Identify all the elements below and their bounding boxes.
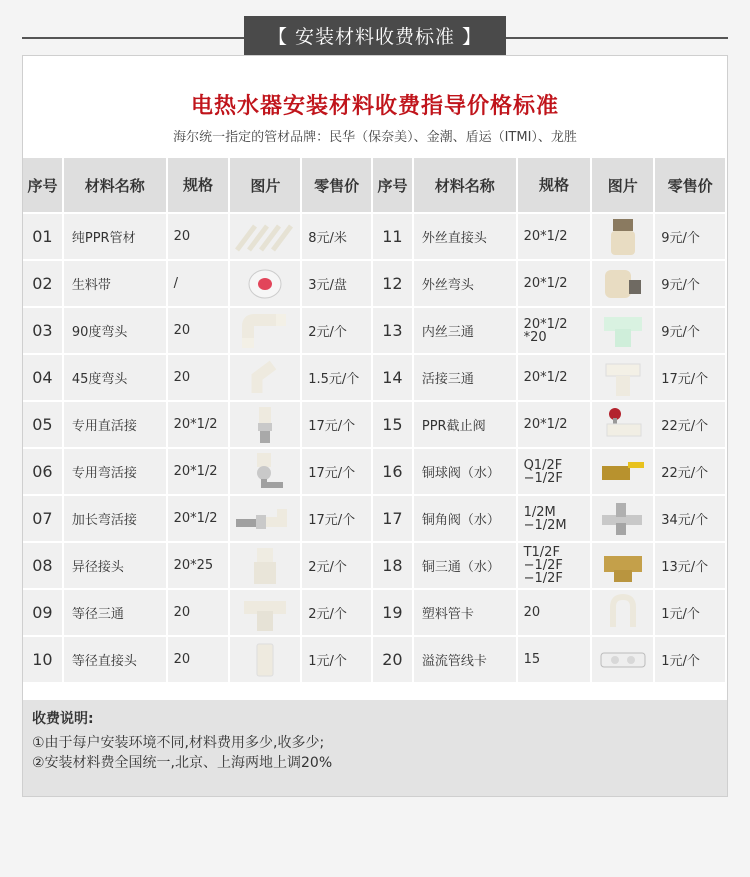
- item-spec: [518, 402, 593, 449]
- item-spec: [168, 214, 231, 261]
- item-price: 34元/个: [655, 496, 727, 543]
- item-price: 17元/个: [302, 449, 373, 496]
- notes-line: ①由于每户安装环境不同,材料费用多少,收多少;: [32, 735, 325, 751]
- spec-text: 20*1/2: [173, 464, 218, 479]
- spec-text: 20*1/2: [523, 276, 568, 291]
- item-spec: [518, 637, 593, 684]
- item-price: 17元/个: [302, 496, 373, 543]
- picture-cell: [592, 590, 655, 637]
- item-price: 1元/个: [302, 637, 373, 684]
- spec-text: 20*25: [173, 558, 214, 573]
- item-spec: [518, 214, 593, 261]
- item-name: 等径直接头: [64, 637, 168, 684]
- item-price: 17元/个: [302, 402, 373, 449]
- male-elbow-icon: [601, 264, 645, 304]
- header-name: 材料名称: [414, 158, 518, 214]
- item-price: 17元/个: [655, 355, 727, 402]
- header-pic: 图片: [592, 158, 655, 214]
- item-number: 07: [23, 496, 64, 543]
- item-number: 02: [23, 261, 64, 308]
- item-spec: [168, 402, 231, 449]
- item-price: 1元/个: [655, 590, 727, 637]
- angle-valve-icon: [598, 499, 648, 539]
- spec-text: 20*1/2: [523, 417, 568, 432]
- item-number: 04: [23, 355, 64, 402]
- stop-valve-icon: [601, 404, 645, 446]
- item-number: 11: [373, 214, 414, 261]
- picture-cell: [230, 449, 302, 496]
- price-table: [23, 158, 727, 684]
- item-number: 17: [373, 496, 414, 543]
- spec-text: 20: [173, 605, 191, 620]
- coupling-icon: [250, 641, 280, 679]
- table-header: [23, 158, 727, 214]
- picture-cell: [230, 355, 302, 402]
- picture-cell: [592, 261, 655, 308]
- item-number: 14: [373, 355, 414, 402]
- item-price: 22元/个: [655, 402, 727, 449]
- male-adapter-icon: [605, 217, 641, 257]
- spec-text: 20: [173, 370, 191, 385]
- item-spec: [518, 590, 593, 637]
- elbow-45-icon: [245, 359, 285, 397]
- item-name: 铜球阀（水）: [414, 449, 518, 496]
- ball-valve-icon: [598, 452, 648, 492]
- item-number: 09: [23, 590, 64, 637]
- elbow-90-icon: [240, 312, 290, 350]
- item-number: 03: [23, 308, 64, 355]
- spec-text: 20*1/2: [523, 229, 568, 244]
- reducer-icon: [248, 546, 282, 586]
- banner-rule-left: [22, 37, 244, 39]
- spec-text: 1/2M −1/2M: [523, 504, 567, 533]
- item-price: 1.5元/个: [302, 355, 373, 402]
- notes-heading: 收费说明:: [32, 711, 94, 727]
- spec-text: 20*1/2: [173, 511, 218, 526]
- spec-text: 20: [173, 652, 191, 667]
- item-name: 加长弯活接: [64, 496, 168, 543]
- item-number: 12: [373, 261, 414, 308]
- header-no: 序号: [23, 158, 64, 214]
- item-name: 外丝直接头: [414, 214, 518, 261]
- item-name: 45度弯头: [64, 355, 168, 402]
- item-number: 06: [23, 449, 64, 496]
- picture-cell: [592, 308, 655, 355]
- item-name: 异径接头: [64, 543, 168, 590]
- header-no: 序号: [373, 158, 414, 214]
- item-price: 2元/个: [302, 543, 373, 590]
- picture-cell: [230, 308, 302, 355]
- table-row: [23, 637, 727, 684]
- item-price: 9元/个: [655, 261, 727, 308]
- item-price: 2元/个: [302, 590, 373, 637]
- table-row: [23, 543, 727, 590]
- table-row: [23, 261, 727, 308]
- picture-cell: [230, 402, 302, 449]
- notes-line: ②安装材料费全国统一,北京、上海两地上调20%: [32, 755, 333, 771]
- item-price: 22元/个: [655, 449, 727, 496]
- item-name: 铜三通（水）: [414, 543, 518, 590]
- equal-tee-icon: [240, 593, 290, 633]
- item-price: 13元/个: [655, 543, 727, 590]
- spec-text: 15: [523, 652, 541, 667]
- spec-text: 20: [173, 229, 191, 244]
- picture-cell: [592, 449, 655, 496]
- picture-cell: [230, 543, 302, 590]
- item-spec: [168, 355, 231, 402]
- spec-text: 20*1/2: [173, 417, 218, 432]
- header-price: 零售价: [302, 158, 373, 214]
- item-number: 15: [373, 402, 414, 449]
- item-spec: [168, 637, 231, 684]
- item-name: 塑料管卡: [414, 590, 518, 637]
- spec-text: Q1/2F −1/2F: [523, 457, 563, 486]
- long-elbow-union-icon: [234, 501, 296, 537]
- picture-cell: [230, 214, 302, 261]
- spec-text: T1/2F −1/2F −1/2F: [523, 545, 563, 586]
- item-price: 2元/个: [302, 308, 373, 355]
- picture-cell: [230, 261, 302, 308]
- table-row: [23, 590, 727, 637]
- page-title: 电热水器安装材料收费指导价格标准: [190, 94, 559, 119]
- item-name: 专用弯活接: [64, 449, 168, 496]
- price-card: [22, 55, 728, 797]
- item-number: 18: [373, 543, 414, 590]
- table-row: [23, 355, 727, 402]
- item-number: 05: [23, 402, 64, 449]
- fee-notes: [23, 700, 727, 796]
- item-spec: [518, 308, 593, 355]
- item-number: 08: [23, 543, 64, 590]
- header-name: 材料名称: [64, 158, 168, 214]
- picture-cell: [230, 496, 302, 543]
- elbow-union-icon: [243, 451, 287, 493]
- item-number: 16: [373, 449, 414, 496]
- item-spec: [168, 543, 231, 590]
- item-name: 等径三通: [64, 590, 168, 637]
- item-price: 1元/个: [655, 637, 727, 684]
- table-row: [23, 308, 727, 355]
- item-name: 外丝弯头: [414, 261, 518, 308]
- item-price: 9元/个: [655, 214, 727, 261]
- banner-rule-right: [506, 37, 728, 39]
- spec-text: /: [173, 276, 178, 291]
- overflow-clip-icon: [597, 645, 649, 675]
- picture-cell: [592, 637, 655, 684]
- header-pic: 图片: [230, 158, 302, 214]
- item-name: 纯PPR管材: [64, 214, 168, 261]
- item-spec: [168, 261, 231, 308]
- ppr-pipe-icon: [233, 220, 297, 254]
- female-tee-icon: [600, 311, 646, 351]
- table-row: [23, 214, 727, 261]
- spec-text: 20*1/2 *20: [523, 316, 568, 345]
- item-name: 铜角阀（水）: [414, 496, 518, 543]
- header-price: 零售价: [655, 158, 727, 214]
- header-spec: 规格: [168, 158, 231, 214]
- item-name: 活接三通: [414, 355, 518, 402]
- item-spec: [168, 496, 231, 543]
- picture-cell: [592, 402, 655, 449]
- table-row: [23, 449, 727, 496]
- item-number: 20: [373, 637, 414, 684]
- brand-subtitle: 海尔统一指定的管材品牌：民华（保奈美）、金潮、盾运（ITMI）、龙胜: [173, 130, 577, 145]
- brass-tee-icon: [600, 546, 646, 586]
- item-spec: [518, 449, 593, 496]
- picture-cell: [230, 637, 302, 684]
- item-number: 13: [373, 308, 414, 355]
- item-spec: [518, 355, 593, 402]
- item-spec: [168, 308, 231, 355]
- spec-text: 20: [523, 605, 541, 620]
- item-name: 专用直活接: [64, 402, 168, 449]
- item-spec: [168, 449, 231, 496]
- item-price: 3元/盘: [302, 261, 373, 308]
- item-name: 90度弯头: [64, 308, 168, 355]
- spec-text: 20*1/2: [523, 370, 568, 385]
- picture-cell: [592, 496, 655, 543]
- item-name: 生料带: [64, 261, 168, 308]
- item-spec: [518, 543, 593, 590]
- table-row: [23, 496, 727, 543]
- picture-cell: [592, 543, 655, 590]
- item-name: 溢流管线卡: [414, 637, 518, 684]
- item-name: PPR截止阀: [414, 402, 518, 449]
- item-spec: [168, 590, 231, 637]
- table-row: [23, 402, 727, 449]
- section-banner: 【 安装材料收费标准 】: [244, 16, 506, 59]
- item-spec: [518, 496, 593, 543]
- pipe-clip-icon: [605, 593, 641, 633]
- item-price: 8元/米: [302, 214, 373, 261]
- picture-cell: [230, 590, 302, 637]
- picture-cell: [592, 214, 655, 261]
- straight-union-icon: [250, 405, 280, 445]
- ptfe-tape-icon: [240, 267, 290, 301]
- picture-cell: [592, 355, 655, 402]
- item-spec: [518, 261, 593, 308]
- spec-text: 20: [173, 323, 191, 338]
- header-spec: 规格: [518, 158, 593, 214]
- item-name: 内丝三通: [414, 308, 518, 355]
- item-number: 19: [373, 590, 414, 637]
- item-price: 9元/个: [655, 308, 727, 355]
- item-number: 10: [23, 637, 64, 684]
- item-number: 01: [23, 214, 64, 261]
- union-tee-icon: [602, 358, 644, 398]
